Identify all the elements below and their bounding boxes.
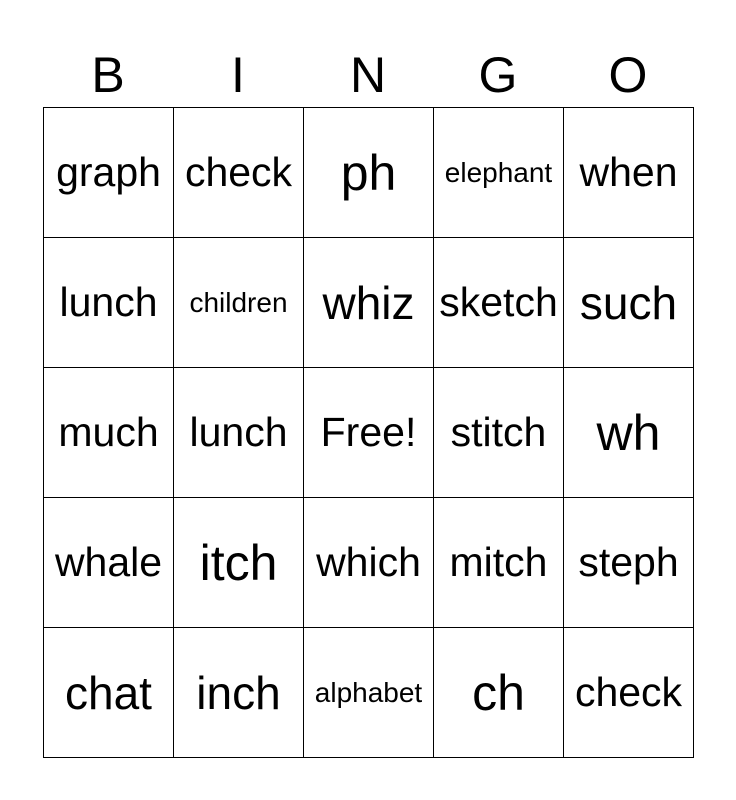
bingo-cell: ph — [304, 108, 434, 238]
bingo-cell: lunch — [174, 368, 304, 498]
bingo-cell: itch — [174, 498, 304, 628]
bingo-cell: elephant — [434, 108, 564, 238]
header-letter-n: N — [349, 47, 387, 103]
header-letter-g: G — [478, 47, 518, 103]
bingo-cell: check — [174, 108, 304, 238]
bingo-cell: whale — [44, 498, 174, 628]
bingo-cell: whiz — [304, 238, 434, 368]
bingo-header — [43, 42, 693, 108]
bingo-cell: sketch — [434, 238, 564, 368]
bingo-cell: when — [564, 108, 694, 238]
bingo-cell: inch — [174, 628, 304, 758]
bingo-cell: lunch — [44, 238, 174, 368]
bingo-cell: ch — [434, 628, 564, 758]
bingo-cell: graph — [44, 108, 174, 238]
bingo-cell: alphabet — [304, 628, 434, 758]
bingo-cell: mitch — [434, 498, 564, 628]
bingo-cell: which — [304, 498, 434, 628]
header-letter-i: I — [231, 47, 245, 103]
bingo-cell: wh — [564, 368, 694, 498]
bingo-cell-free: Free! — [304, 368, 434, 498]
header-letter-b: B — [91, 47, 125, 103]
bingo-cell: children — [174, 238, 304, 368]
bingo-cell: steph — [564, 498, 694, 628]
header-letter-o: O — [608, 47, 648, 103]
bingo-cell: much — [44, 368, 174, 498]
bingo-card — [43, 107, 694, 758]
bingo-cell: such — [564, 238, 694, 368]
bingo-cell: check — [564, 628, 694, 758]
bingo-cell: stitch — [434, 368, 564, 498]
bingo-cell: chat — [44, 628, 174, 758]
